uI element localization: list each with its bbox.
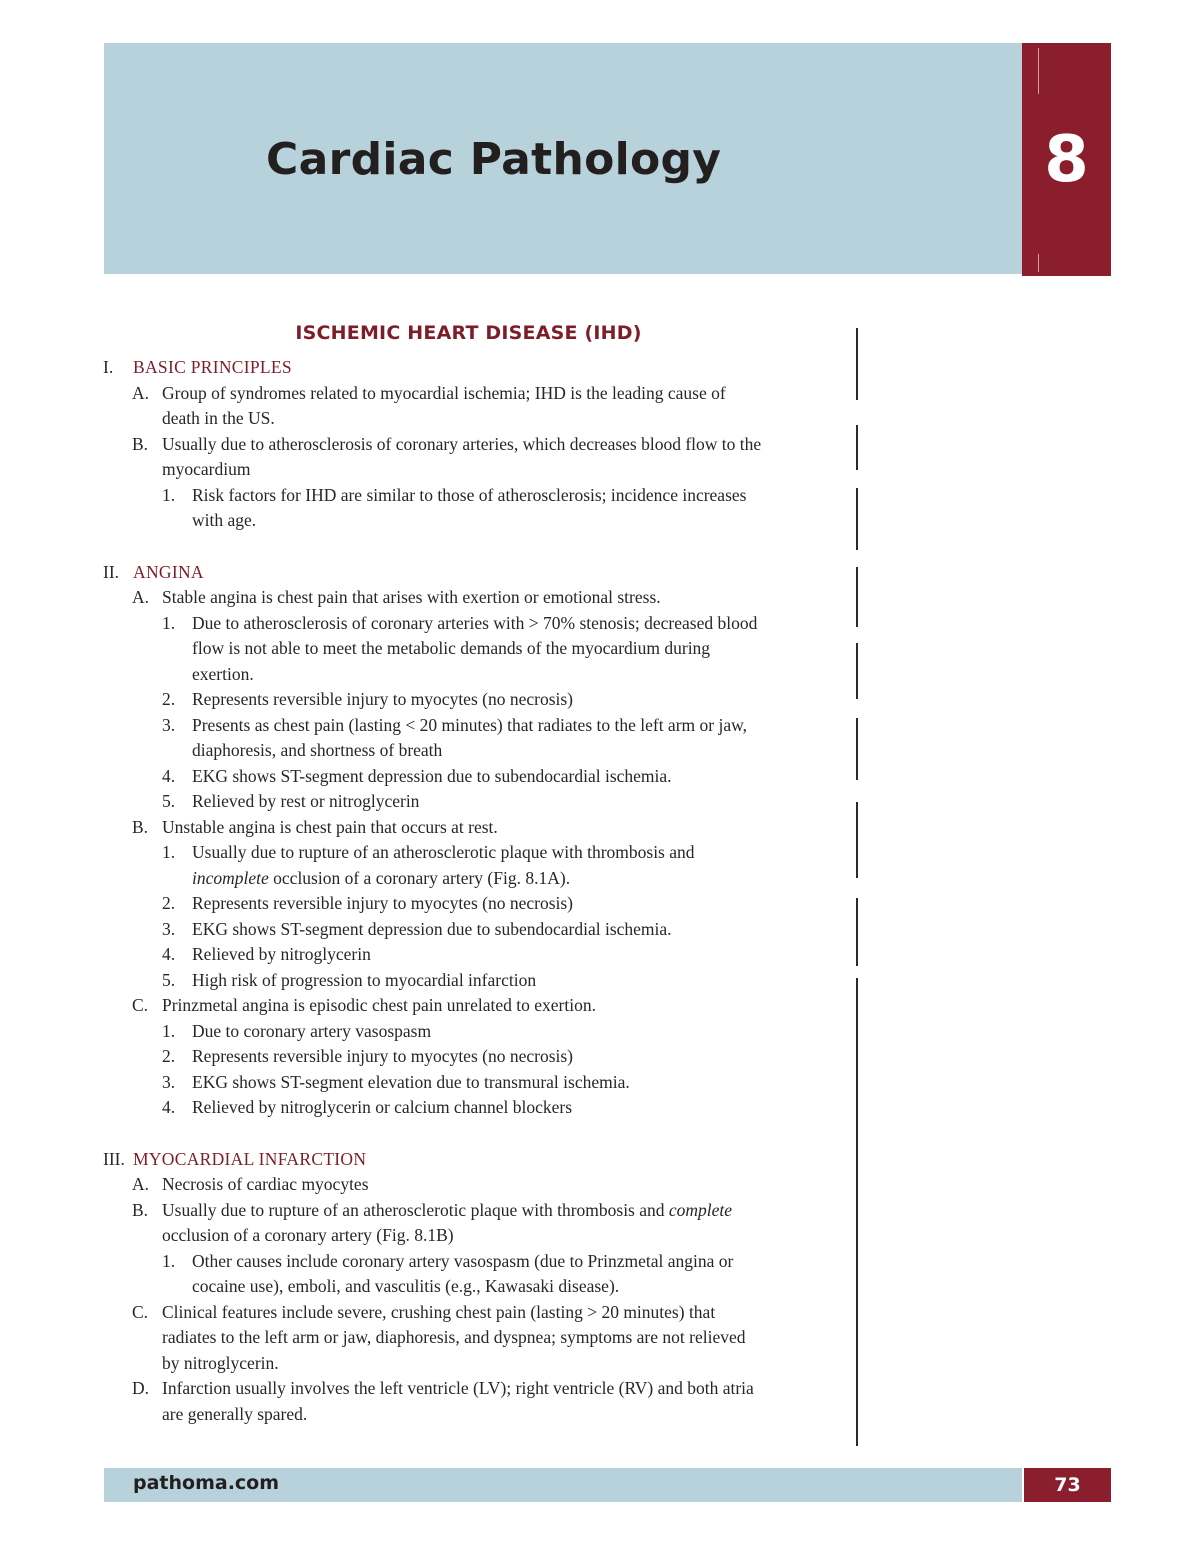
heading-text: MYOCARDIAL INFARCTION — [133, 1148, 367, 1169]
item-marker: 3. — [162, 918, 176, 939]
outline-item-continued — [100, 1351, 845, 1377]
outline-subitem — [100, 1249, 845, 1275]
heading-angina — [100, 560, 845, 586]
outline-item — [100, 1376, 845, 1402]
outline-subitem — [100, 483, 845, 509]
outline-item-continued — [100, 1223, 845, 1249]
footer-url: pathoma.com — [133, 1472, 280, 1494]
outline-subitem — [100, 789, 845, 815]
outline-subitem — [100, 687, 845, 713]
item-marker: 4. — [162, 765, 176, 786]
notes-margin-rule — [856, 643, 858, 699]
item-text: Stable angina is chest pain that arises with exertion or emotional stress. — [162, 587, 661, 607]
item-marker: B. — [132, 433, 149, 454]
outline-subitem-continued — [100, 1274, 845, 1300]
item-emphasis: incomplete — [192, 867, 269, 888]
item-text: Infarction usually involves the left ventricle (LV); right ventricle (RV) and both atria — [162, 1378, 754, 1398]
item-text: Represents reversible injury to myocytes (no necrosis) — [192, 893, 574, 913]
heading-text: BASIC PRINCIPLES — [133, 357, 292, 377]
heading-myocardial-infarction — [100, 1147, 845, 1173]
item-emphasis: complete — [668, 1199, 733, 1220]
item-text: with age. — [192, 510, 257, 530]
item-marker: 5. — [162, 969, 176, 990]
notes-margin-rule — [856, 425, 858, 470]
item-text: EKG shows ST-segment depression due to subendocardial ischemia. — [192, 918, 672, 939]
item-text: Represents reversible injury to myocytes (no necrosis) — [192, 1046, 574, 1066]
outline-item — [100, 585, 845, 611]
heading-number: III. — [103, 1148, 125, 1169]
outline-item-continued — [100, 1402, 845, 1428]
section-title: ISCHEMIC HEART DISEASE (IHD) — [295, 322, 642, 344]
item-marker: B. — [132, 1199, 149, 1220]
item-text: Necrosis of cardiac myocytes — [162, 1174, 369, 1194]
item-marker: 1. — [162, 612, 176, 633]
item-marker: 4. — [162, 1097, 176, 1117]
item-text: Clinical features include severe, crushing chest pain (lasting > 20 minutes) that — [162, 1301, 716, 1322]
outline-subitem — [100, 1044, 845, 1070]
chapter-number: 8 — [1044, 122, 1089, 197]
notes-margin-rule — [856, 898, 858, 966]
item-text: Prinzmetal angina is episodic chest pain unrelated to exertion. — [162, 995, 596, 1015]
item-marker: 1. — [162, 484, 176, 505]
chapter-number-tab — [1022, 43, 1111, 276]
outline-subitem-continued — [100, 738, 845, 764]
chapter-title: Cardiac Pathology — [266, 134, 722, 185]
item-marker: A. — [132, 1174, 150, 1194]
notes-margin-rule — [856, 718, 858, 780]
outline-subitem — [100, 713, 845, 739]
heading-number: II. — [103, 561, 120, 582]
item-text: exertion. — [192, 663, 254, 684]
outline-subitem — [100, 1019, 845, 1045]
item-text: Relieved by rest or nitroglycerin — [192, 791, 420, 811]
outline-item — [100, 815, 845, 841]
item-text: flow is not able to meet the metabolic demands of the myocardium during — [192, 638, 711, 658]
item-text: Usually due to rupture of an atherosclerotic plaque with thrombosis and — [162, 1199, 669, 1220]
item-marker: 4. — [162, 944, 176, 964]
heading-number: I. — [103, 357, 114, 377]
item-text: death in the US. — [162, 408, 275, 428]
item-text: EKG shows ST-segment elevation due to transmural ischemia. — [192, 1071, 630, 1092]
item-text: by nitroglycerin. — [162, 1352, 279, 1373]
item-marker: D. — [132, 1378, 150, 1398]
item-marker: A. — [132, 587, 150, 607]
item-text: myocardium — [162, 459, 251, 479]
chapter-tab-rule — [1038, 254, 1039, 272]
notes-margin-rule — [856, 978, 858, 1446]
page-number: 73 — [1054, 1474, 1081, 1496]
outline-item-continued — [100, 1325, 845, 1351]
item-marker: 1. — [162, 1020, 176, 1041]
outline-subitem — [100, 611, 845, 637]
item-marker: 3. — [162, 714, 176, 735]
item-text: Represents reversible injury to myocytes (no necrosis) — [192, 689, 574, 709]
item-marker: 1. — [162, 1250, 176, 1271]
outline-subitem-continued — [100, 508, 845, 534]
item-text: Due to atherosclerosis of coronary arteries with > 70% stenosis; decreased blood — [192, 612, 758, 633]
page-number-tab — [1024, 1468, 1111, 1502]
outline-subitem-continued — [100, 866, 845, 892]
outline-subitem — [100, 764, 845, 790]
item-marker: 5. — [162, 791, 176, 811]
notes-margin-rule — [856, 488, 858, 550]
outline-subitem — [100, 917, 845, 943]
item-text: occlusion of a coronary artery (Fig. 8.1A). — [268, 867, 571, 888]
item-text: High risk of progression to myocardial infarction — [192, 969, 537, 990]
item-marker: 3. — [162, 1071, 176, 1092]
item-text: Due to coronary artery vasospasm — [192, 1020, 432, 1041]
item-text: Usually due to rupture of an atherosclerotic plaque with thrombosis and — [192, 842, 695, 862]
outline-item-continued — [100, 457, 845, 483]
outline-subitem — [100, 1070, 845, 1096]
outline-subitem — [100, 968, 845, 994]
item-text: EKG shows ST-segment depression due to subendocardial ischemia. — [192, 765, 672, 786]
item-marker: A. — [132, 382, 150, 403]
item-text: occlusion of a coronary artery (Fig. 8.1B) — [162, 1225, 454, 1245]
outline-item — [100, 993, 845, 1019]
outline-subitem — [100, 891, 845, 917]
item-text: Presents as chest pain (lasting < 20 minutes) that radiates to the left arm or jaw, — [192, 714, 747, 735]
outline-subitem-continued — [100, 636, 845, 662]
outline-item-continued — [100, 406, 845, 432]
outline-subitem — [100, 942, 845, 968]
outline-subitem — [100, 1095, 845, 1121]
item-text: diaphoresis, and shortness of breath — [192, 740, 443, 760]
notes-margin-rule — [856, 802, 858, 878]
heading-text: ANGINA — [133, 561, 204, 582]
heading-basic-principles — [100, 355, 845, 381]
item-text: Relieved by nitroglycerin or calcium channel blockers — [192, 1097, 573, 1117]
item-text: radiates to the left arm or jaw, diaphoresis, and dyspnea; symptoms are not relieved — [162, 1327, 746, 1347]
outline-item — [100, 1198, 845, 1224]
outline-item — [100, 432, 845, 458]
item-marker: B. — [132, 816, 149, 837]
outline-item — [100, 1172, 845, 1198]
outline-content — [100, 355, 845, 1427]
item-text: Relieved by nitroglycerin — [192, 944, 371, 964]
item-marker: 2. — [162, 893, 176, 913]
item-marker: 2. — [162, 1046, 176, 1066]
item-text: Risk factors for IHD are similar to those of atherosclerosis; incidence increases — [192, 484, 747, 505]
item-text: Group of syndromes related to myocardial ischemia; IHD is the leading cause of — [162, 382, 726, 403]
notes-margin-rule — [856, 567, 858, 627]
item-text: are generally spared. — [162, 1403, 308, 1424]
item-marker: C. — [132, 995, 149, 1015]
item-text: Usually due to atherosclerosis of coronary arteries, which decreases blood flow to the — [162, 433, 762, 454]
item-marker: C. — [132, 1301, 149, 1322]
item-text: Unstable angina is chest pain that occurs at rest. — [162, 816, 498, 837]
chapter-tab-rule — [1038, 48, 1039, 94]
item-marker: 2. — [162, 689, 176, 709]
item-text: Other causes include coronary artery vasospasm (due to Prinzmetal angina or — [192, 1250, 734, 1271]
outline-item — [100, 1300, 845, 1326]
outline-subitem-continued — [100, 662, 845, 688]
outline-item — [100, 381, 845, 407]
outline-subitem — [100, 840, 845, 866]
item-marker: 1. — [162, 842, 176, 862]
item-text: cocaine use), emboli, and vasculitis (e.g., Kawasaki disease). — [192, 1276, 620, 1296]
